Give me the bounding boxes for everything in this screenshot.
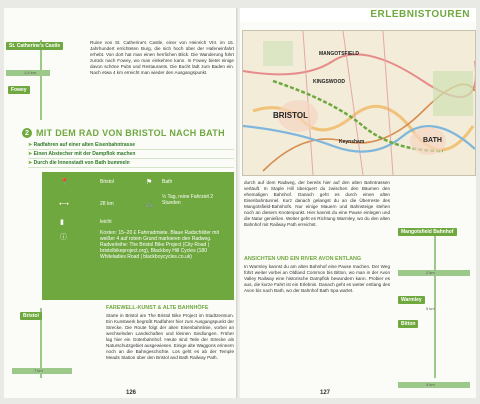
section-number: 2 (22, 128, 32, 138)
map-graphic (243, 31, 475, 175)
km-mark: 4 km (426, 382, 435, 387)
info-details: Kosten: 15–20 £ Fahrradmiete. Blaue Radschilder mit weißer 4 auf rotem Grund markieren den Radweg. Radverleihe: The Bristol Bike Project (City Road | bristolbikeproject.org), Blackboy Hill Cycles (180 Whiteladies Road | blackboycycles.co.uk) (100, 230, 219, 260)
route-label-bitton: Bitton (398, 320, 418, 328)
info-icon: ⓘ (60, 234, 67, 241)
highlight-item: ➤ Durch die Innenstadt von Bath bummeln (28, 159, 234, 168)
map-label-kingswood: KINGSWOOD (313, 79, 345, 85)
highlight-item: ➤ Radfahren auf einer alten Eisenbahntrasse (28, 141, 234, 150)
left-page (4, 8, 238, 398)
column-text: durch auf dem Radweg, der bereits hier auf den alten Bahntrassen verläuft. In Staple Hill überquert du zwischen den Bäumen den ehemaligen Bahnhof. Danach geht es durch einen alten Eisenbahntunnel. Kurz danach gelangst du an die Überreste des Mangotsfield-Bahnhofs. Nur einige Mauern und Bahnsteige stehen noch an diesem Knotenpunkt. Hier kannst du eine Pause einlegen und die Natur genießen. Weiter geht es Richtung Warmley, wo du den alten Bahnhof mit Railway Path erreichst. (244, 180, 390, 227)
page-number: 126 (126, 390, 137, 396)
route-line (40, 40, 42, 120)
km-mark: 1,4 km (24, 70, 37, 75)
route-label-st-catherines: St. Catherine's Castle (6, 42, 63, 50)
km-mark: 2 km (426, 270, 435, 275)
map-label-mangotsfield: MANGOTSFIELD (319, 51, 359, 57)
chapter-title: ERLEBNISTOUREN (370, 9, 470, 20)
difficulty-icon: ▮ (60, 219, 64, 226)
flag-icon: ⚑ (146, 179, 153, 186)
sub-heading: FAREWELL-KUNST & ALTE BAHNHÖFE (106, 305, 209, 311)
highlight-item: ➤ Einen Abstecher mit der Dampflok machen (28, 150, 234, 159)
route-map (242, 30, 476, 176)
sub-heading-right: ANSICHTEN UND EIN RIVER AVON ENTLANG (244, 256, 362, 262)
info-start: Bristol (100, 179, 114, 185)
column-text-2: In Warmley kannst du am alten Bahnhof eine Pause machen. Der Weg führt weiter vorbei an Oldland Common bis Bitton, wo man in der Avon Valley Railway eine historische Dampflok bewundern kann. Probier es aus, die kurze Fahrt ist ein Erlebnis. Danach geht es weiter entlang des Avon bis nach Bath, wo der Bahnhof Bath Spa wartet. (244, 264, 390, 293)
info-difficulty: leicht (100, 219, 112, 225)
info-end: Bath (162, 179, 173, 185)
distance-icon: ⟷ (59, 201, 70, 208)
section-title: MIT DEM RAD VON BRISTOL NACH BATH (36, 128, 225, 138)
route-label-warmley: Warmley (398, 296, 425, 304)
map-label-bath: BATH (423, 137, 442, 144)
bicycle-icon: 🚲 (145, 201, 154, 208)
map-label-keynsham: Keynsham (339, 139, 365, 145)
info-duration: ½ Tag, reine Fahrzeit 2 Stunden (162, 194, 214, 206)
intro-text: Ruine von St. Catherine's Castle, einer von Heinrich VIII. im 15. Jahrhundert errichteten Burg, die sich hoch über der Hafeneinfahrt erhebt. Von dort hat man einen herrlichen Blick. Die Wanderung führt zurück nach Fowey, wo man einkehren kann. In Fowey bietet einige davon schöne Pubs und Restaurants. Die Bucht lädt zum Baden ein. Nach etwa 4 km erreicht man wieder den Ausgangspunkt. (90, 40, 234, 75)
route-label-fowey: Fowey (8, 86, 30, 94)
location-pin-icon: 📍 (60, 179, 69, 186)
km-mark: 7 km (34, 368, 43, 373)
section-heading (22, 126, 232, 140)
km-mark: 5 km (426, 306, 435, 311)
highlights-list (28, 141, 234, 168)
route-strip (4, 8, 86, 124)
info-distance: 28 km (100, 201, 114, 207)
route-label-mangotsfield: Mangotsfield Bahnhof (398, 228, 457, 236)
page-number: 127 (320, 390, 331, 396)
route-line-right (434, 228, 436, 378)
body-text: Starte in Bristol am The Bristol Bike Project im Stadtzentrum. Ein Kunstwerk begrüßt Radfahrer hier zum Ausgangspunkt der Strecke. Die Route folgt der alten Eisenbahnlinie, vorbei an wechselnden Landschaften und kleinen Siedlungen. Früher lag hier ein Güterbahnhof. Heute sind Teile der Strecke als Naturschutzgebiet ausgewiesen. Einige alte Waggons erinnern noch an die Bahngeschichte. Los geht es ab der Temple Meads Station über den Bristol and Bath Railway Path. (106, 313, 234, 360)
right-page (240, 8, 476, 398)
route-label-bristol: Bristol (20, 312, 42, 320)
map-label-bristol: BRISTOL (273, 111, 308, 120)
tour-info-box (42, 172, 234, 300)
